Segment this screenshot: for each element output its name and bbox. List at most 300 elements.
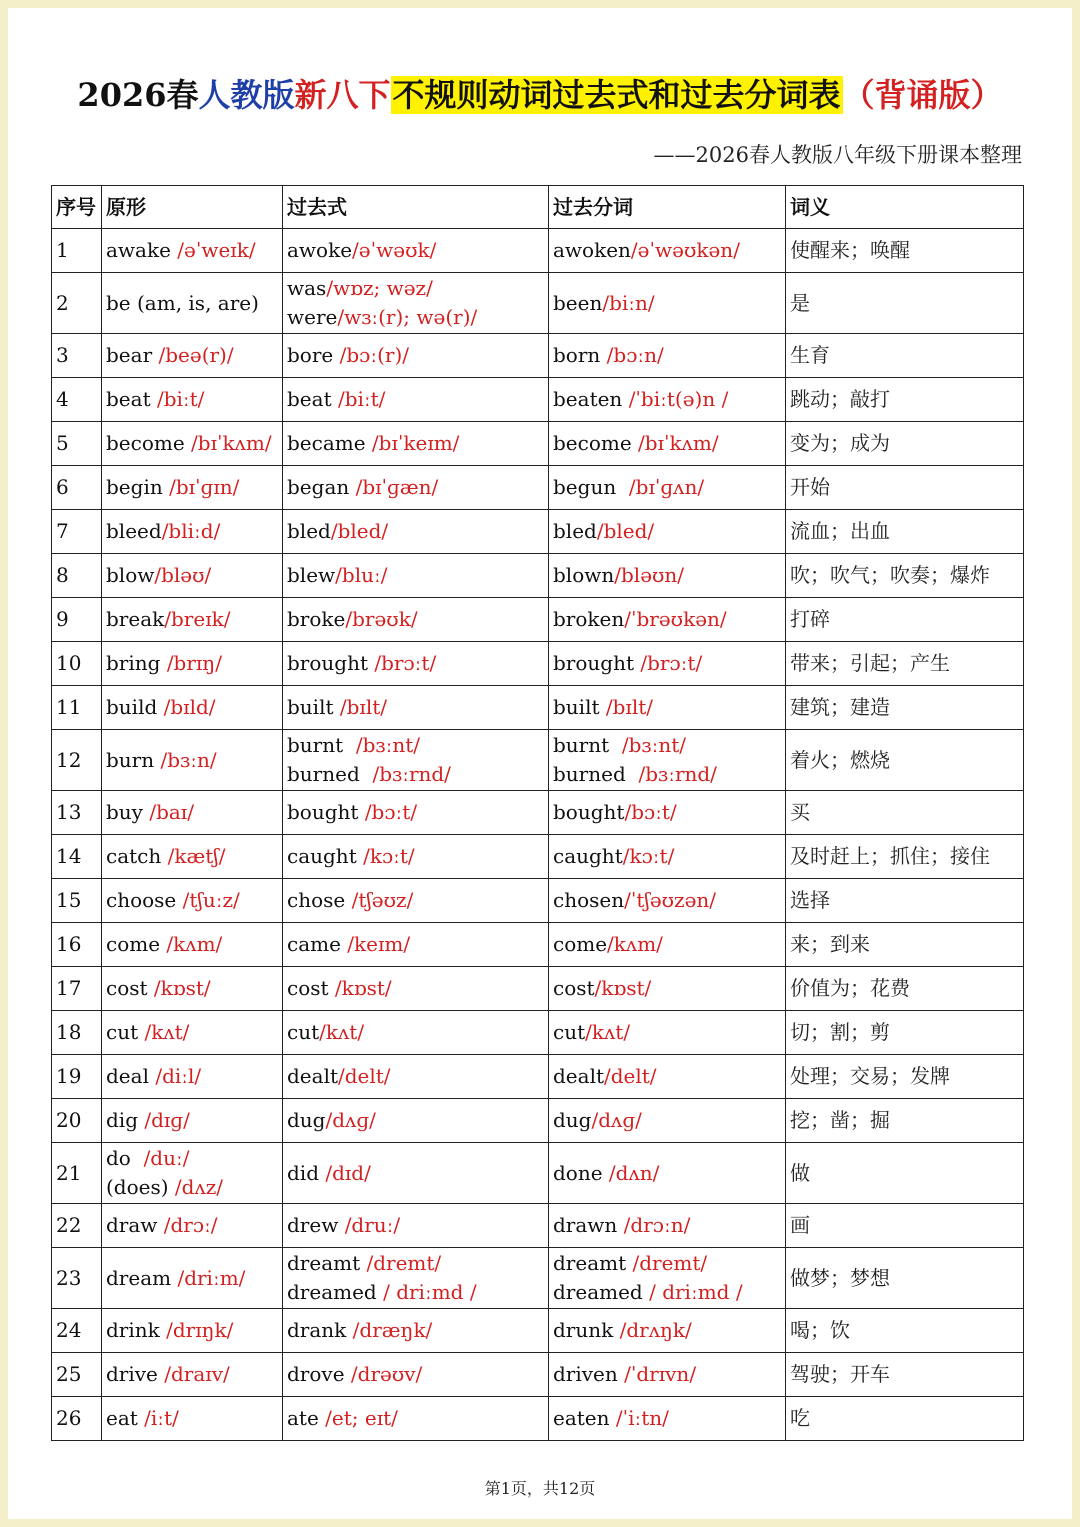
base-form-line <box>106 341 278 370</box>
past-participle-cell <box>549 791 786 835</box>
base-form-cell <box>102 730 283 791</box>
past-tense-line <box>287 1018 544 1047</box>
verb-word: dreamt <box>553 1251 633 1275</box>
base-form-cell <box>102 923 283 967</box>
phonetic-text: /bɜːnt/ <box>355 733 421 757</box>
past-tense-cell <box>283 378 549 422</box>
past-participle-cell <box>549 686 786 730</box>
phonetic-text: /bɜːnt/ <box>621 733 687 757</box>
verb-word: caught <box>553 844 623 868</box>
verb-word: eat <box>106 1406 145 1430</box>
past-participle-line <box>553 289 781 318</box>
past-participle-cell <box>549 554 786 598</box>
past-tense-cell <box>283 1055 549 1099</box>
verb-word: cut <box>287 1020 320 1044</box>
base-form-line <box>106 1360 278 1389</box>
row-number: 7 <box>52 510 102 554</box>
table-row <box>52 334 1024 378</box>
row-number: 21 <box>52 1143 102 1204</box>
meaning-cell: 挖；凿；掘 <box>786 1099 1024 1143</box>
base-form-line <box>106 1062 278 1091</box>
base-form-line <box>106 842 278 871</box>
phonetic-text: /drʌŋk/ <box>619 1318 692 1342</box>
table-row <box>52 1353 1024 1397</box>
past-tense-line <box>287 1062 544 1091</box>
past-tense-line <box>287 1360 544 1389</box>
base-form-line <box>106 605 278 634</box>
past-participle-line <box>553 798 781 827</box>
base-form-line <box>106 289 278 318</box>
meaning-cell: 吃 <box>786 1397 1024 1441</box>
phonetic-text: /brɔːt/ <box>374 651 437 675</box>
phonetic-text: /drəʊv/ <box>350 1362 423 1386</box>
verb-word: beat <box>106 387 157 411</box>
past-tense-cell <box>283 791 549 835</box>
past-tense-line <box>287 473 544 502</box>
verb-word: blew <box>287 563 336 587</box>
verb-word: chosen <box>553 888 625 912</box>
phonetic-text: /biːt/ <box>337 387 386 411</box>
verb-word: bleed <box>106 519 162 543</box>
past-tense-line <box>287 303 544 332</box>
phonetic-text: /bliːd/ <box>161 519 221 543</box>
verb-word: choose <box>106 888 183 912</box>
past-participle-cell <box>549 334 786 378</box>
phonetic-text: /bləʊn/ <box>614 563 685 587</box>
verb-word: beaten <box>553 387 629 411</box>
past-tense-cell <box>283 730 549 791</box>
row-number: 18 <box>52 1011 102 1055</box>
phonetic-text: /drɪŋk/ <box>166 1318 234 1342</box>
verb-word: drink <box>106 1318 167 1342</box>
base-form-cell <box>102 1204 283 1248</box>
meaning-cell: 跳动；敲打 <box>786 378 1024 422</box>
past-tense-cell <box>283 1143 549 1204</box>
verb-word: caught <box>287 844 364 868</box>
phonetic-text: /dremt/ <box>632 1251 708 1275</box>
past-participle-cell <box>549 1099 786 1143</box>
past-tense-cell <box>283 1309 549 1353</box>
past-participle-line <box>553 731 781 760</box>
table-row <box>52 1309 1024 1353</box>
past-tense-cell <box>283 835 549 879</box>
table-row <box>52 229 1024 273</box>
past-participle-cell <box>549 1143 786 1204</box>
page-footer: 第1页，共12页 <box>484 1479 596 1498</box>
phonetic-text: /kɒst/ <box>334 976 392 1000</box>
verb-word: break <box>106 607 165 631</box>
phonetic-text: /drɔː/ <box>163 1213 218 1237</box>
base-form-line <box>106 236 278 265</box>
phonetic-text: /biːn/ <box>602 290 655 315</box>
base-form-line <box>106 1211 278 1240</box>
verb-word: driven <box>553 1362 625 1386</box>
phonetic-text: / driːmd / <box>649 1280 743 1304</box>
past-participle-cell <box>549 730 786 791</box>
phonetic-text: /brɪŋ/ <box>166 651 222 675</box>
phonetic-text: /biːt/ <box>156 387 205 411</box>
phonetic-text: /beə(r)/ <box>158 343 234 367</box>
phonetic-text: /kʌt/ <box>144 1020 190 1044</box>
past-participle-line <box>553 649 781 678</box>
base-form-cell <box>102 1099 283 1143</box>
row-number: 14 <box>52 835 102 879</box>
verb-word: drank <box>287 1318 353 1342</box>
verb-word: done <box>553 1160 609 1185</box>
table-row <box>52 273 1024 334</box>
phonetic-text: / driːmd / <box>383 1280 477 1304</box>
verb-word: cut <box>553 1020 586 1044</box>
page-subtitle: ——2026春人教版八年级下册课本整理 <box>653 143 1022 167</box>
phonetic-text: /ˈtʃəʊzən/ <box>624 888 717 912</box>
phonetic-text: /dʌɡ/ <box>591 1108 642 1132</box>
verb-word: began <box>287 475 356 499</box>
row-number: 22 <box>52 1204 102 1248</box>
verb-word: dream <box>106 1265 178 1290</box>
phonetic-text: /keɪm/ <box>347 932 411 956</box>
past-tense-line <box>287 1106 544 1135</box>
past-tense-cell <box>283 334 549 378</box>
verb-word: became <box>287 431 372 455</box>
phonetic-text: /bɜːrnd/ <box>372 762 451 786</box>
base-form-cell <box>102 835 283 879</box>
meaning-cell: 是 <box>786 273 1024 334</box>
past-tense-line <box>287 236 544 265</box>
phonetic-text: /əˈweɪk/ <box>177 238 256 262</box>
base-form-line <box>106 974 278 1003</box>
past-participle-line <box>553 1360 781 1389</box>
row-number: 3 <box>52 334 102 378</box>
past-participle-line <box>553 1316 781 1345</box>
phonetic-text: /bɔːt/ <box>364 800 418 824</box>
base-form-cell <box>102 1143 283 1204</box>
past-tense-line <box>287 974 544 1003</box>
table-row <box>52 879 1024 923</box>
past-tense-line <box>287 693 544 722</box>
past-participle-line <box>553 1018 781 1047</box>
verb-word: buy <box>106 800 150 824</box>
past-participle-cell <box>549 835 786 879</box>
verb-word: drive <box>106 1362 165 1386</box>
past-participle-line <box>553 341 781 370</box>
verb-word: (does) <box>106 1175 175 1199</box>
phonetic-text: /ˈbiːt(ə)n / <box>628 387 729 411</box>
phonetic-text: /kɔːt/ <box>363 844 415 868</box>
row-number: 12 <box>52 730 102 791</box>
table-row <box>52 1248 1024 1309</box>
base-form-line <box>106 385 278 414</box>
base-form-line <box>106 693 278 722</box>
phonetic-text: /bɪˈkeɪm/ <box>371 431 460 455</box>
base-form-cell <box>102 334 283 378</box>
table-row <box>52 642 1024 686</box>
past-tense-line <box>287 274 544 303</box>
table-row <box>52 1143 1024 1204</box>
past-tense-line <box>287 760 544 789</box>
verb-word: bring <box>106 651 167 675</box>
base-form-cell <box>102 642 283 686</box>
past-participle-line <box>553 886 781 915</box>
phonetic-text: /bɪˈɡɪn/ <box>169 475 240 499</box>
past-tense-line <box>287 561 544 590</box>
verb-word: ate <box>287 1406 326 1430</box>
verb-word: beat <box>287 387 338 411</box>
verb-word: come <box>106 932 167 956</box>
meaning-cell: 开始 <box>786 466 1024 510</box>
base-form-cell <box>102 967 283 1011</box>
verb-word: catch <box>106 844 168 868</box>
meaning-cell: 做 <box>786 1143 1024 1204</box>
meaning-cell: 切；割；剪 <box>786 1011 1024 1055</box>
verb-word: dug <box>553 1108 592 1132</box>
base-form-line <box>106 930 278 959</box>
phonetic-text: /bled/ <box>330 519 389 543</box>
row-number: 10 <box>52 642 102 686</box>
verb-word: burn <box>106 747 161 772</box>
verb-word: drunk <box>553 1318 620 1342</box>
base-form-cell <box>102 1353 283 1397</box>
meaning-cell: 选择 <box>786 879 1024 923</box>
meaning-cell: 做梦；梦想 <box>786 1248 1024 1309</box>
past-tense-line <box>287 1211 544 1240</box>
verb-word: came <box>287 932 348 956</box>
phonetic-text: /delt/ <box>338 1064 391 1088</box>
past-tense-cell <box>283 1204 549 1248</box>
past-tense-line <box>287 1278 544 1307</box>
past-tense-cell <box>283 879 549 923</box>
base-form-line <box>106 1018 278 1047</box>
header-past-participle: 过去分词 <box>549 186 786 229</box>
past-tense-line <box>287 1249 544 1278</box>
verb-word: awoke <box>287 238 353 262</box>
table-row <box>52 967 1024 1011</box>
past-participle-cell <box>549 967 786 1011</box>
row-number: 15 <box>52 879 102 923</box>
past-tense-line <box>287 649 544 678</box>
verb-word: dealt <box>553 1064 604 1088</box>
past-tense-cell <box>283 229 549 273</box>
base-form-cell <box>102 879 283 923</box>
past-participle-line <box>553 517 781 546</box>
phonetic-text: /diːl/ <box>155 1064 202 1088</box>
past-participle-cell <box>549 1248 786 1309</box>
past-participle-line <box>553 605 781 634</box>
row-number: 19 <box>52 1055 102 1099</box>
title-year: 2026春 <box>77 76 199 114</box>
verb-word: burnt <box>553 733 622 757</box>
phonetic-text: /bɪld/ <box>163 695 216 719</box>
phonetic-text: /kʌt/ <box>319 1020 365 1044</box>
past-participle-line <box>553 1211 781 1240</box>
verb-word: become <box>553 431 639 455</box>
verb-word: drawn <box>553 1213 624 1237</box>
base-form-cell <box>102 422 283 466</box>
table-row <box>52 422 1024 466</box>
verb-word: begun <box>553 475 629 499</box>
meaning-cell: 处理；交易；发牌 <box>786 1055 1024 1099</box>
phonetic-text: /tʃuːz/ <box>182 888 240 912</box>
verb-word: cost <box>553 976 595 1000</box>
past-tense-line <box>287 930 544 959</box>
past-participle-line <box>553 760 781 789</box>
meaning-cell: 及时赶上；抓住；接住 <box>786 835 1024 879</box>
table-row <box>52 1204 1024 1248</box>
title-version: （背诵版） <box>842 76 1003 114</box>
past-participle-cell <box>549 1397 786 1441</box>
phonetic-text: /duː/ <box>143 1146 190 1170</box>
verb-word: do <box>106 1146 144 1170</box>
verb-word: did <box>287 1160 326 1185</box>
past-participle-line <box>553 930 781 959</box>
phonetic-text: /əˈwəʊk/ <box>352 238 437 262</box>
base-form-line <box>106 1173 278 1202</box>
base-form-cell <box>102 466 283 510</box>
meaning-cell: 喝；饮 <box>786 1309 1024 1353</box>
table-row <box>52 730 1024 791</box>
verb-word: dreamed <box>287 1280 384 1304</box>
phonetic-text: /kɔːt/ <box>622 844 675 868</box>
verb-word: dealt <box>287 1064 338 1088</box>
phonetic-text: /bluː/ <box>335 563 388 587</box>
phonetic-text: /bɪˈɡæn/ <box>355 475 439 499</box>
verb-table <box>51 185 1024 1441</box>
past-participle-line <box>553 1278 781 1307</box>
base-form-line <box>106 1106 278 1135</box>
row-number: 2 <box>52 273 102 334</box>
phonetic-text: /drɔːn/ <box>623 1213 691 1237</box>
past-participle-cell <box>549 378 786 422</box>
past-participle-cell <box>549 466 786 510</box>
phonetic-text: /bɔː(r)/ <box>339 343 409 367</box>
verb-word: blow <box>106 563 155 587</box>
table-row <box>52 1055 1024 1099</box>
past-tense-line <box>287 341 544 370</box>
past-participle-line <box>553 385 781 414</box>
phonetic-text: /bɪˈɡʌn/ <box>628 475 705 499</box>
past-tense-line <box>287 517 544 546</box>
row-number: 13 <box>52 791 102 835</box>
verb-word: burned <box>287 762 373 786</box>
title-edition: 人教版 <box>198 76 295 114</box>
base-form-line <box>106 517 278 546</box>
verb-word: eaten <box>553 1406 616 1430</box>
base-form-line <box>106 886 278 915</box>
past-participle-cell <box>549 422 786 466</box>
past-tense-cell <box>283 923 549 967</box>
past-participle-cell <box>549 1353 786 1397</box>
past-participle-line <box>553 473 781 502</box>
past-participle-line <box>553 842 781 871</box>
past-participle-cell <box>549 879 786 923</box>
base-form-cell <box>102 791 283 835</box>
past-tense-line <box>287 842 544 871</box>
past-tense-line <box>287 886 544 915</box>
meaning-cell: 变为；成为 <box>786 422 1024 466</box>
verb-word: dig <box>106 1108 145 1132</box>
phonetic-text: /wɒz; wəz/ <box>326 276 433 300</box>
verb-word: begin <box>106 475 170 499</box>
base-form-line <box>106 1144 278 1173</box>
verb-word: burned <box>553 762 639 786</box>
table-body <box>52 229 1024 1441</box>
phonetic-text: /kʌm/ <box>607 932 663 956</box>
phonetic-text: /driːm/ <box>177 1265 246 1290</box>
verb-word: deal <box>106 1064 156 1088</box>
verb-word: be (am, is, are) <box>106 290 259 315</box>
meaning-cell: 画 <box>786 1204 1024 1248</box>
past-tense-line <box>287 429 544 458</box>
meaning-cell: 价值为；花费 <box>786 967 1024 1011</box>
past-tense-cell <box>283 642 549 686</box>
verb-word: bled <box>553 519 597 543</box>
meaning-cell: 生育 <box>786 334 1024 378</box>
table-row <box>52 510 1024 554</box>
past-participle-cell <box>549 510 786 554</box>
phonetic-text: /draɪv/ <box>164 1362 230 1386</box>
verb-word: been <box>553 290 603 315</box>
past-tense-cell <box>283 554 549 598</box>
past-participle-line <box>553 1404 781 1433</box>
meaning-cell: 来；到来 <box>786 923 1024 967</box>
phonetic-text: /delt/ <box>604 1064 657 1088</box>
table-row <box>52 923 1024 967</box>
verb-word: build <box>106 695 164 719</box>
phonetic-text: /kʌt/ <box>585 1020 631 1044</box>
phonetic-text: /brɔːt/ <box>640 651 703 675</box>
base-form-line <box>106 746 278 775</box>
past-tense-line <box>287 731 544 760</box>
phonetic-text: /bɔːt/ <box>624 800 677 824</box>
phonetic-text: /tʃəʊz/ <box>351 888 414 912</box>
base-form-cell <box>102 229 283 273</box>
meaning-cell: 买 <box>786 791 1024 835</box>
document-page <box>8 8 1072 1519</box>
verb-word: built <box>287 695 340 719</box>
header-num: 序号 <box>52 186 102 229</box>
phonetic-text: /əˈwəʊkən/ <box>630 238 740 262</box>
phonetic-text: /dʌz/ <box>174 1175 224 1199</box>
phonetic-text: /wɜː(r); wə(r)/ <box>337 305 478 329</box>
phonetic-text: /bɜːrnd/ <box>638 762 717 786</box>
verb-word: bought <box>553 800 625 824</box>
verb-word: burnt <box>287 733 356 757</box>
verb-word: dug <box>287 1108 326 1132</box>
phonetic-text: /kɒst/ <box>153 976 211 1000</box>
past-tense-cell <box>283 1397 549 1441</box>
past-tense-line <box>287 605 544 634</box>
past-participle-line <box>553 974 781 1003</box>
header-meaning: 词义 <box>786 186 1024 229</box>
row-number: 26 <box>52 1397 102 1441</box>
past-tense-cell <box>283 273 549 334</box>
verb-word: bled <box>287 519 331 543</box>
base-form-cell <box>102 1397 283 1441</box>
meaning-cell: 流血；出血 <box>786 510 1024 554</box>
phonetic-text: /dræŋk/ <box>352 1318 433 1342</box>
phonetic-text: /druː/ <box>344 1213 401 1237</box>
verb-word: born <box>553 343 607 367</box>
verb-word: chose <box>287 888 352 912</box>
title-grade: 新八下 <box>294 76 391 114</box>
past-tense-line <box>287 798 544 827</box>
verb-word: bore <box>287 343 340 367</box>
past-tense-cell <box>283 466 549 510</box>
past-participle-line <box>553 429 781 458</box>
table-row <box>52 791 1024 835</box>
header-base: 原形 <box>102 186 283 229</box>
table-row <box>52 378 1024 422</box>
base-form-cell <box>102 510 283 554</box>
